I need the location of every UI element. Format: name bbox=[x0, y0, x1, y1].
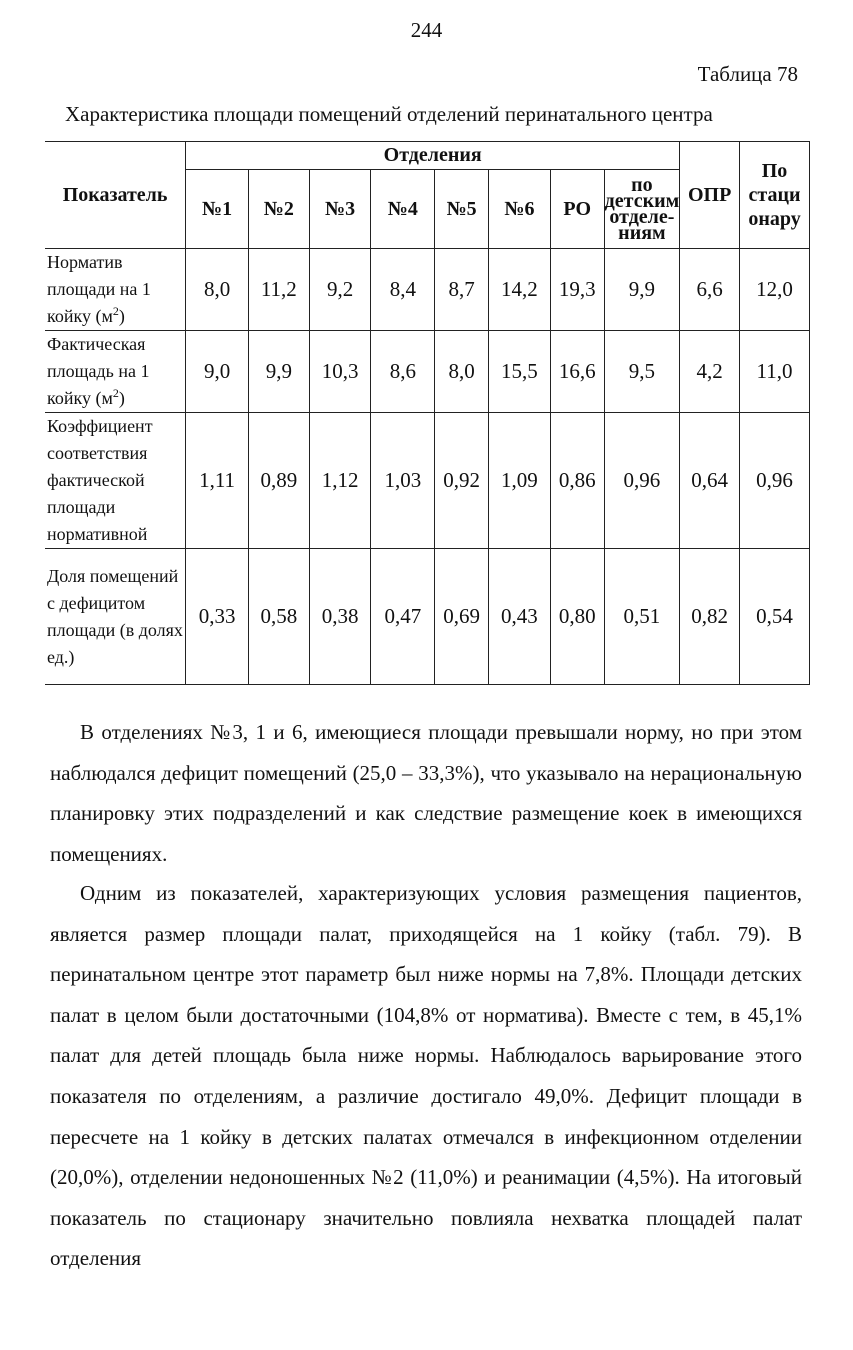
table-header-row bbox=[45, 142, 810, 170]
table-cell: 0,64 bbox=[680, 413, 740, 549]
table-cell: 9,9 bbox=[604, 249, 680, 331]
table-cell: 0,47 bbox=[371, 549, 435, 685]
table-caption: Характеристика площади помещений отделений перинатального центра bbox=[65, 102, 713, 126]
table-cell: 0,51 bbox=[604, 549, 680, 685]
table-row bbox=[45, 549, 810, 685]
table-cell: 8,4 bbox=[371, 249, 435, 331]
header-departments: Отделения bbox=[186, 142, 680, 170]
body-paragraph: Одним из показателей, характеризующих условия размещения пациентов, является размер площади палат, приходящейся на 1 койку (табл. 79). В перинатальном центре этот параметр был ниже нормы на 7,8%. Площади детских палат в целом были достаточными (104,8% от норматива). Вместе с тем, в 45,1% палат для детей площадь была ниже нормы. Наблюдалось варьирование этого показателя по отделениям, а различие достигало 49,0%. Дефицит площади в пересчете на 1 койку в детских палатах отмечался в инфекционном отделении (20,0%), отделении недоношенных №2 (11,0%) и реанимации (4,5%). На итоговый показатель по стационару значительно повлияла нехватка площадей палат отделения bbox=[50, 881, 802, 1271]
table-cell: 9,9 bbox=[248, 331, 309, 413]
header-col: №5 bbox=[435, 170, 489, 249]
table-cell: 1,09 bbox=[489, 413, 551, 549]
table-cell: 9,5 bbox=[604, 331, 680, 413]
header-col: №3 bbox=[309, 170, 371, 249]
table-label: Таблица 78 bbox=[697, 62, 798, 86]
header-opr: ОПР bbox=[680, 142, 740, 249]
table-cell: 0,96 bbox=[604, 413, 680, 549]
table-row bbox=[45, 331, 810, 413]
table-cell: 0,86 bbox=[550, 413, 604, 549]
row-label: Норматив площади на 1 койку $(м^2)$ bbox=[45, 249, 186, 331]
table-cell: 8,6 bbox=[371, 331, 435, 413]
table-cell: 0,80 bbox=[550, 549, 604, 685]
table-cell: 0,69 bbox=[435, 549, 489, 685]
table-cell: 14,2 bbox=[489, 249, 551, 331]
table-cell: 8,0 bbox=[186, 249, 249, 331]
table-cell: 1,03 bbox=[371, 413, 435, 549]
header-col: №6 bbox=[489, 170, 551, 249]
table-cell: 6,6 bbox=[680, 249, 740, 331]
table-cell: 9,2 bbox=[309, 249, 371, 331]
header-col: №2 bbox=[248, 170, 309, 249]
table-cell: 0,58 bbox=[248, 549, 309, 685]
header-col: №4 bbox=[371, 170, 435, 249]
row-label: Коэффициент соответствия фактической площади нормативной bbox=[45, 413, 186, 549]
header-col: №1 bbox=[186, 170, 249, 249]
table-row bbox=[45, 413, 810, 549]
table-row bbox=[45, 249, 810, 331]
table-cell: 0,33 bbox=[186, 549, 249, 685]
table-cell: 12,0 bbox=[740, 249, 810, 331]
table-cell: 0,54 bbox=[740, 549, 810, 685]
row-label: Фактическая площадь на 1 койку $(м^2)$ bbox=[45, 331, 186, 413]
table-cell: 11,2 bbox=[248, 249, 309, 331]
table-cell: 0,38 bbox=[309, 549, 371, 685]
table-cell: 1,12 bbox=[309, 413, 371, 549]
table-cell: 0,82 bbox=[680, 549, 740, 685]
table-cell: 16,6 bbox=[550, 331, 604, 413]
table-cell: 0,89 bbox=[248, 413, 309, 549]
row-label: Доля помещений с дефицитом площади (в долях ед.) bbox=[45, 549, 186, 685]
header-children: по детским отделе-ниям bbox=[604, 170, 680, 249]
table-cell: 10,3 bbox=[309, 331, 371, 413]
table-cell: 1,11 bbox=[186, 413, 249, 549]
header-stac: По стаци онару bbox=[740, 142, 810, 249]
data-table bbox=[45, 141, 810, 685]
header-col: РО bbox=[550, 170, 604, 249]
header-indicator: Показатель bbox=[45, 142, 186, 249]
body-paragraph: В отделениях №3, 1 и 6, имеющиеся площади превышали норму, но при этом наблюдался дефицит помещений (25,0 – 33,3%), что указывало на нерациональную планировку этих подразделений и как следствие размещение коек в имеющихся помещениях. bbox=[50, 720, 802, 866]
table-cell: 0,92 bbox=[435, 413, 489, 549]
table-cell: 8,7 bbox=[435, 249, 489, 331]
table-cell: 15,5 bbox=[489, 331, 551, 413]
table-cell: 0,43 bbox=[489, 549, 551, 685]
table-cell: 4,2 bbox=[680, 331, 740, 413]
table-cell: 19,3 bbox=[550, 249, 604, 331]
table-cell: 8,0 bbox=[435, 331, 489, 413]
table-cell: 11,0 bbox=[740, 331, 810, 413]
page-number: 244 bbox=[410, 18, 443, 42]
table-cell: 0,96 bbox=[740, 413, 810, 549]
table-cell: 9,0 bbox=[186, 331, 249, 413]
